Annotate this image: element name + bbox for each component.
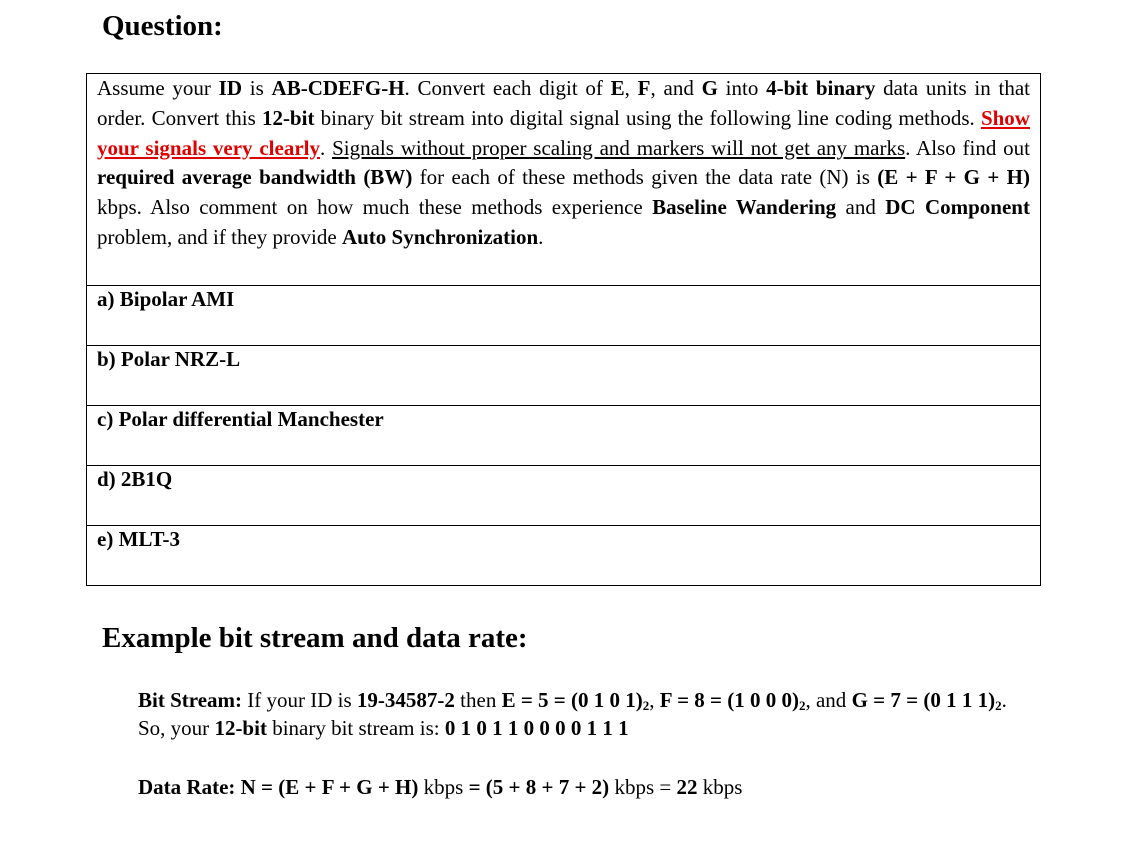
- option-polar-nrz-l: b) Polar NRZ-L: [87, 346, 1041, 406]
- option-polar-differential-manchester: c) Polar differential Manchester: [87, 406, 1041, 466]
- data-rate-example: Data Rate: N = (E + F + G + H) kbps = (5 + 8 + 7 + 2) kbps = 22 kbps: [138, 775, 743, 799]
- emphasis-warning: Show your signals very clearly: [97, 105, 1030, 160]
- bit-stream-example: Bit Stream: If your ID is 19-34587-2 then E = 5 = (0 1 0 $1)_2$, F = 8 = (1 0 0 $0)_2$, and G = 7 = (0 1 1 $1)_2$. So, your 12-bit binary bit stream is: 0 1 0 1 1 0 0 0 0 1 1 1: [138, 688, 1007, 740]
- question-heading: Question:: [102, 10, 223, 42]
- option-mlt-3: e) MLT-3: [87, 526, 1041, 586]
- question-table: [86, 73, 1041, 586]
- marks-warning: Signals without proper scaling and markers will not get any marks: [332, 135, 906, 160]
- example-heading: Example bit stream and data rate:: [102, 622, 528, 654]
- option-2b1q: d) 2B1Q: [87, 466, 1041, 526]
- option-bipolar-ami: a) Bipolar AMI: [87, 286, 1041, 346]
- question-instructions: Assume your ID is AB-CDEFG-H. Convert each digit of E, F, and G into 4-bit binary data units in that order. Convert this 12-bit binary bit stream into digital signal using the following line coding methods. Show your signals very clearly. Signals without proper scaling and markers will not get any marks. Also find out required average bandwidth (BW) for each of these methods given the data rate (N) is (E + F + G + H) kbps. Also comment on how much these methods experience Baseline Wandering and DC Component problem, and if they provide Auto Synchronization.: [87, 74, 1041, 286]
